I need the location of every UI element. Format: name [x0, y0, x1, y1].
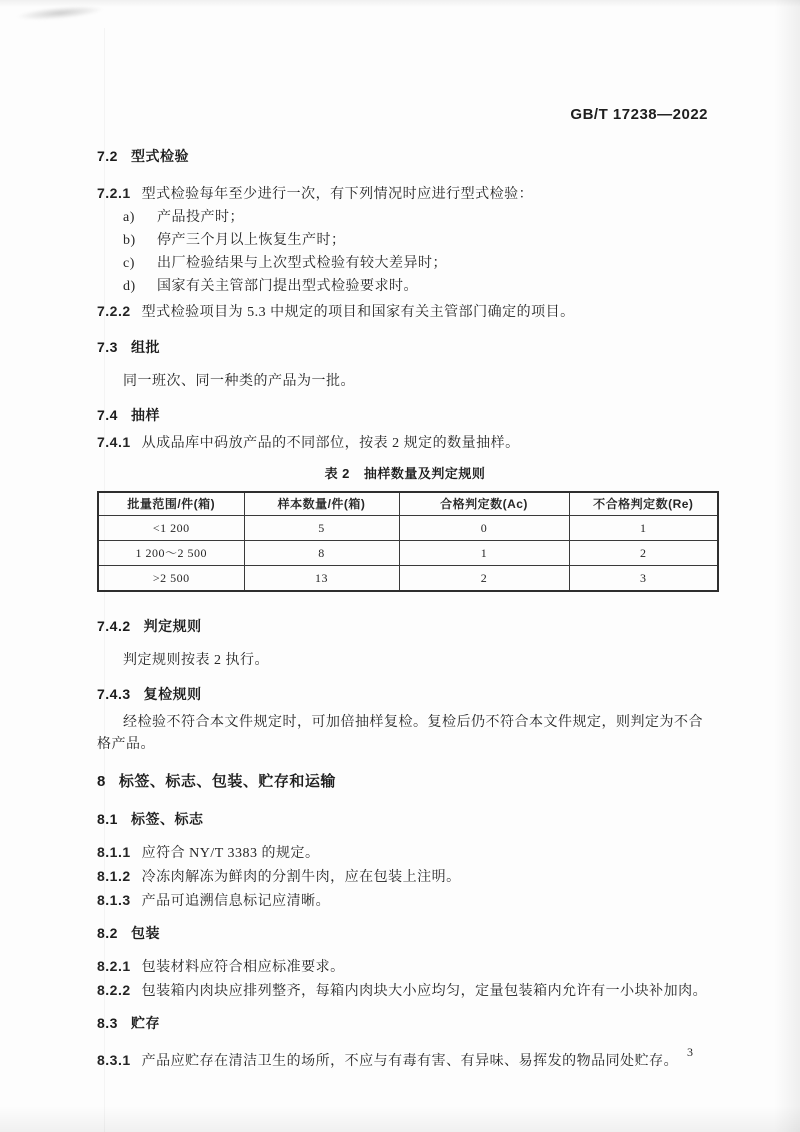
table-2-caption [97, 465, 713, 483]
table-header-cell: 样本数量/件(箱) [244, 492, 399, 516]
clause-7-2-1 [97, 182, 713, 206]
doc-content [97, 0, 713, 1073]
clause-8-1-1 [97, 841, 713, 865]
clause-text: 产品可追溯信息标记应清晰。 [141, 893, 331, 909]
list-marker: d) [123, 279, 136, 294]
list-marker: b) [123, 233, 136, 248]
clause-text: 从成品库中码放产品的不同部位，按表 2 规定的数量抽样。 [141, 436, 520, 451]
table-header-cell: 合格判定数(Ac) [399, 492, 569, 516]
clause-8-2-2 [97, 979, 713, 1003]
doc-number: GB/T 17238—2022 [570, 106, 708, 123]
clause-number: 8.1 [97, 810, 118, 827]
clause-8-2-heading [97, 923, 713, 943]
clause-number: 7.2 [97, 148, 118, 164]
list-item [97, 275, 713, 298]
list-text: 产品投产时； [157, 210, 244, 225]
clause-number: 8.2.2 [97, 981, 131, 998]
clause-number: 7.4.3 [97, 685, 131, 702]
clause-title: 标签、标志 [130, 810, 204, 827]
clause-7-3-heading [97, 337, 713, 357]
list-text: 出厂检验结果与上次型式检验有较大差异时； [157, 256, 447, 271]
table-cell: 0 [399, 516, 569, 541]
clause-number: 8.3.1 [97, 1051, 131, 1068]
clause-title: 复检规则 [143, 685, 202, 702]
clause-number: 7.2.1 [97, 185, 131, 201]
clause-7-4-3-heading [97, 684, 713, 704]
clause-text: 型式检验每年至少进行一次，有下列情况时应进行型式检验： [141, 187, 534, 202]
table-row [98, 516, 718, 541]
clause-text: 冷冻肉解冻为鲜肉的分割牛肉，应在包装上注明。 [141, 869, 461, 885]
table-row [98, 566, 718, 591]
clause-8-1-3 [97, 889, 713, 913]
table-cell: 8 [244, 541, 399, 566]
clause-title: 包装 [130, 924, 160, 941]
clause-8-3-heading [97, 1013, 713, 1033]
clause-text: 包装材料应符合相应标准要求。 [141, 959, 345, 975]
list-item [97, 252, 713, 275]
list-text: 停产三个月以上恢复生产时； [157, 233, 346, 248]
clause-number: 8.1.3 [97, 891, 131, 908]
table-caption-label: 表 2 [324, 466, 350, 481]
clause-number: 7.4.2 [97, 617, 131, 634]
table-cell: 5 [244, 516, 399, 541]
list-marker: a) [123, 210, 135, 225]
clause-7-4-1 [97, 431, 713, 455]
clause-number: 8.1.2 [97, 867, 131, 884]
clause-7-4-2-text: 判定规则按表 2 执行。 [123, 652, 269, 668]
table-cell: 2 [399, 566, 569, 591]
table-header-cell: 批量范围/件(箱) [98, 492, 244, 516]
scan-edge-right [774, 0, 800, 1132]
list-text: 国家有关主管部门提出型式检验要求时。 [157, 279, 418, 294]
clause-number: 7.4.1 [97, 434, 131, 450]
table-header-row [98, 492, 718, 516]
clause-8-1-2 [97, 865, 713, 889]
chapter-title: 标签、标志、包装、贮存和运输 [118, 772, 336, 790]
clause-7-3-text: 同一班次、同一种类的产品为一批。 [123, 374, 355, 389]
clause-number: 7.2.2 [97, 303, 131, 319]
clause-8-3-1 [97, 1049, 713, 1073]
table-cell: 1 200～2 500 [98, 541, 244, 566]
clause-7-4-heading [97, 405, 713, 425]
clause-7-2-heading [97, 146, 713, 166]
table-header-cell: 不合格判定数(Re) [569, 492, 718, 516]
clause-8-1-heading [97, 809, 713, 829]
table-cell: 1 [569, 516, 718, 541]
clause-text: 应符合 NY/T 3383 的规定。 [141, 845, 320, 861]
list-item [97, 229, 713, 252]
table-cell: 2 [569, 541, 718, 566]
table-row [98, 541, 718, 566]
table-cell: 1 [399, 541, 569, 566]
chapter-number: 8 [97, 772, 106, 790]
clause-number: 8.3 [97, 1014, 118, 1031]
chapter-8-heading [97, 771, 713, 793]
clause-title: 组批 [130, 339, 160, 355]
clause-text: 型式检验项目为 5.3 中规定的项目和国家有关主管部门确定的项目。 [141, 305, 575, 320]
list-marker: c) [123, 256, 135, 271]
clause-number: 7.4 [97, 407, 118, 423]
clause-text: 包装箱内肉块应排列整齐，每箱内肉块大小应均匀，定量包装箱内允许有一小块补加肉。 [141, 983, 708, 999]
page-number: 3 [687, 1045, 693, 1059]
clause-title: 贮存 [130, 1014, 160, 1031]
clause-title: 判定规则 [143, 617, 202, 634]
table-caption-title: 抽样数量及判定规则 [363, 466, 486, 481]
clause-7-4-2-heading [97, 616, 713, 636]
clause-8-2-1 [97, 955, 713, 979]
list-item [97, 206, 713, 229]
sampling-table [97, 491, 719, 592]
table-cell: 13 [244, 566, 399, 591]
clause-number: 7.3 [97, 339, 118, 355]
table-cell: <1 200 [98, 516, 244, 541]
clause-number: 8.2.1 [97, 957, 131, 974]
clause-title: 型式检验 [130, 148, 189, 164]
table-cell: 3 [569, 566, 718, 591]
clause-7-2-2 [97, 300, 713, 324]
type-inspection-conditions-list [97, 206, 713, 298]
clause-number: 8.2 [97, 924, 118, 941]
clause-title: 抽样 [130, 407, 160, 423]
scan-edge-bottom [0, 1106, 800, 1132]
clause-7-4-3-text: 经检验不符合本文件规定时，可加倍抽样复检。复检后仍不符合本文件规定，则判定为不合格产品。 [97, 714, 703, 752]
clause-number: 8.1.1 [97, 843, 131, 860]
table-cell: >2 500 [98, 566, 244, 591]
clause-text: 产品应贮存在清洁卫生的场所，不应与有毒有害、有异味、易挥发的物品同处贮存。 [141, 1053, 679, 1069]
